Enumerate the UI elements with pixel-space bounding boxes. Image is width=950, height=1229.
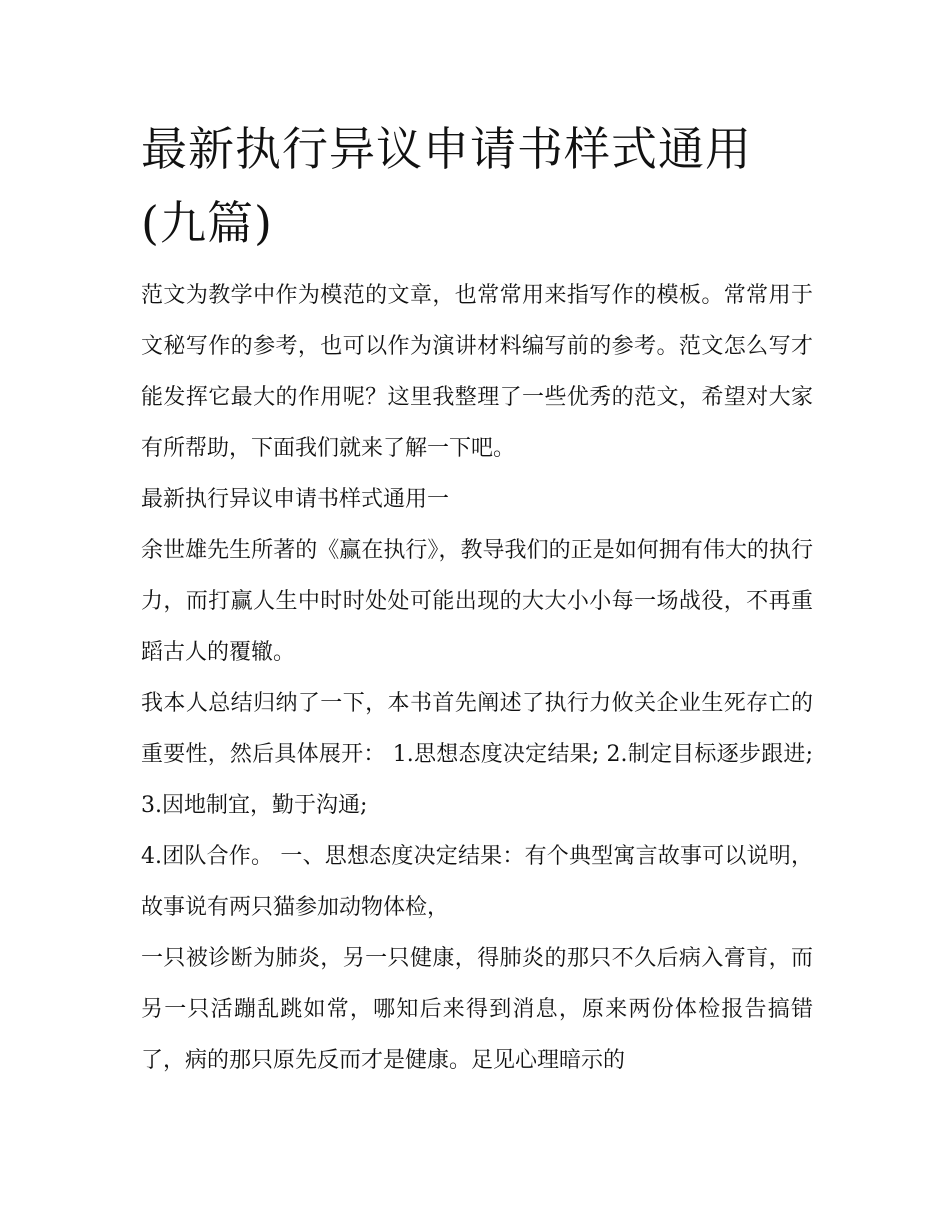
body-paragraph-3: 4.团队合作。 一、思想态度决定结果：有个典型寓言故事可以说明，故事说有两只猫参加动物体检， (141, 844, 813, 920)
body-paragraph-2: 我本人总结归纳了一下，本书首先阐述了执行力攸关企业生死存亡的重要性，然后具体展开： 1.思想态度决定结果; 2.制定目标逐步跟进; 3.因地制宜，勤于沟通; (141, 691, 813, 818)
intro-paragraph: 范文为教学中作为模范的文章，也常常用来指写作的模板。常常用于文秘写作的参考，也可以作为演讲材料编写前的参考。范文怎么写才能发挥它最大的作用呢？这里我整理了一些优秀的范文，希望对大家有所帮助，下面我们就来了解一下吧。 (141, 283, 813, 461)
section-heading: 最新执行异议申请书样式通用一 (141, 487, 450, 512)
document-title: 最新执行异议申请书样式通用 (九篇) (141, 122, 752, 250)
body-paragraph-1: 余世雄先生所著的《赢在执行》，教导我们的正是如何拥有伟大的执行力，而打赢人生中时时处处可能出现的大大小小每一场战役，不再重蹈古人的覆辙。 (141, 538, 813, 665)
document-page (141, 112, 813, 1086)
body-paragraph-4: 一只被诊断为肺炎，另一只健康，得肺炎的那只不久后病入膏肓，而另一只活蹦乱跳如常，哪知后来得到消息，原来两份体检报告搞错了，病的那只原先反而才是健康。足见心理暗示的 (141, 946, 813, 1073)
